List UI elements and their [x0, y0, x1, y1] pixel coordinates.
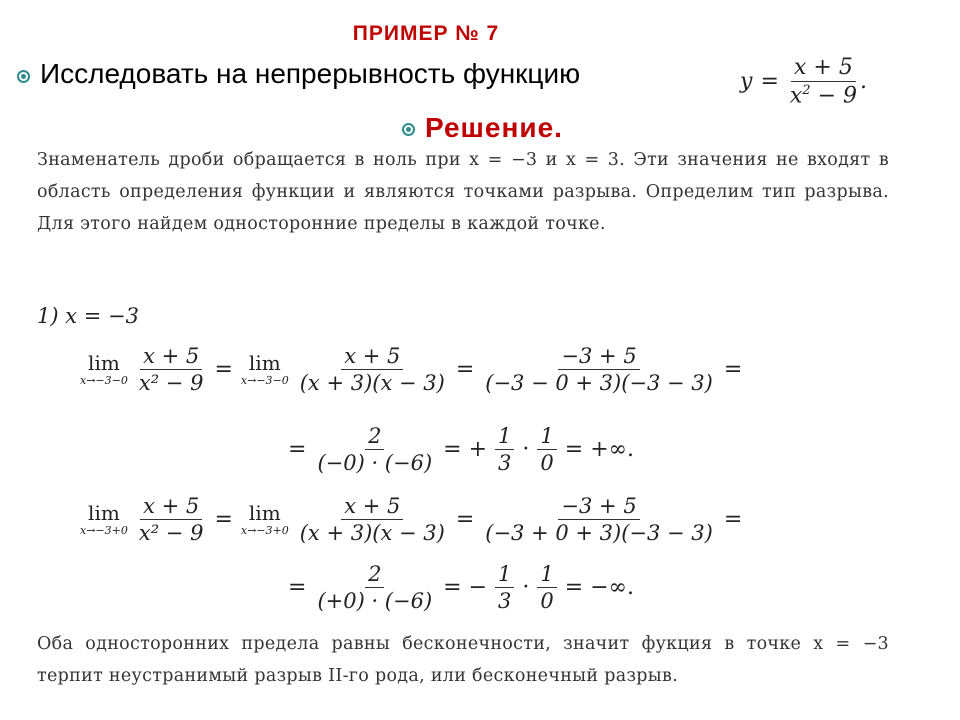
den-exp: 2 [802, 83, 811, 99]
fraction: $\frac{x + 5}{(x + 3)(x - 3)}$ [299, 344, 445, 396]
den-base: x [789, 83, 803, 109]
equation-row-1 [80, 345, 750, 394]
sign: = + [443, 437, 488, 463]
eq-sign: = [455, 507, 475, 533]
solution-label: Решение. [425, 112, 563, 143]
equation-row-2 [280, 425, 642, 474]
eq-sign: = [214, 357, 233, 383]
fraction: $\frac{1}{0}$ [537, 425, 556, 474]
formula-end: . [860, 69, 867, 95]
fraction: $\frac{1}{3}$ [495, 563, 514, 612]
fraction: $\frac{-3 + 5}{(-3 - 0 + 3)(-3 - 3)}$ [485, 344, 713, 396]
slide-title: ПРИМЕР № 7 [352, 22, 500, 45]
formula-eq: = [760, 69, 779, 95]
limit-2: lim x→−3+0 [240, 501, 289, 538]
result: = +∞. [564, 437, 634, 463]
intro-paragraph: Знаменатель дроби обращается в ноль при x = −3 и x = 3. Эти значения не входят в область определения функции и являются точками разрыва. Определим тип разрыва. Для этого найдем односторонние пределы в каждой точке. [37, 150, 889, 234]
eq-sign: = [723, 357, 743, 383]
formula-lhs: y [740, 69, 753, 95]
formula-numerator: x + 5 [791, 56, 856, 82]
dot: · [522, 437, 530, 463]
fraction: $\frac{x + 5}{\text{x² − 9}}$ [138, 344, 204, 396]
den-rest: − 9 [810, 83, 857, 109]
fraction: $\frac{2}{(-0) \cdot (-6)}$ [317, 424, 433, 476]
fraction: $\frac{1}{3}$ [495, 425, 514, 474]
result: = −∞. [564, 575, 634, 601]
sign: = − [443, 575, 488, 601]
dot: · [522, 575, 530, 601]
fraction: $\frac{1}{0}$ [537, 563, 556, 612]
limit-2: lim x→−3−0 [240, 351, 289, 388]
conclusion-paragraph: Оба односторонних предела равны бесконечности, значит фукция в точке x = −3 терпит неустранимый разрыв II-го рода, или бесконечный разрыв. [37, 634, 889, 686]
limit-1: lim x→−3+0 [80, 501, 128, 538]
limit-1: lim x→−3−0 [80, 351, 128, 388]
equation-row-3 [80, 495, 750, 544]
equation-row-4 [280, 563, 642, 612]
eq-sign: = [214, 507, 233, 533]
eq-sign: = [288, 437, 307, 463]
formula-fraction [787, 56, 860, 108]
task-text: Исследовать на непрерывность функцию [40, 58, 581, 89]
bullet-icon [402, 123, 415, 136]
header-formula [740, 56, 867, 108]
fraction: $\frac{x + 5}{\text{x² − 9}}$ [138, 494, 204, 546]
case-label: 1) x = −3 [37, 304, 139, 328]
eq-sign: = [288, 575, 307, 601]
fraction: $\frac{x + 5}{(x + 3)(x - 3)}$ [299, 494, 445, 546]
formula-denominator [787, 82, 860, 107]
eq-sign: = [455, 357, 475, 383]
eq-sign: = [723, 507, 743, 533]
fraction: $\frac{2}{(+0) \cdot (-6)}$ [317, 562, 433, 614]
fraction: $\frac{-3 + 5}{(-3 + 0 + 3)(-3 - 3)}$ [485, 494, 713, 546]
bullet-icon [17, 70, 30, 83]
